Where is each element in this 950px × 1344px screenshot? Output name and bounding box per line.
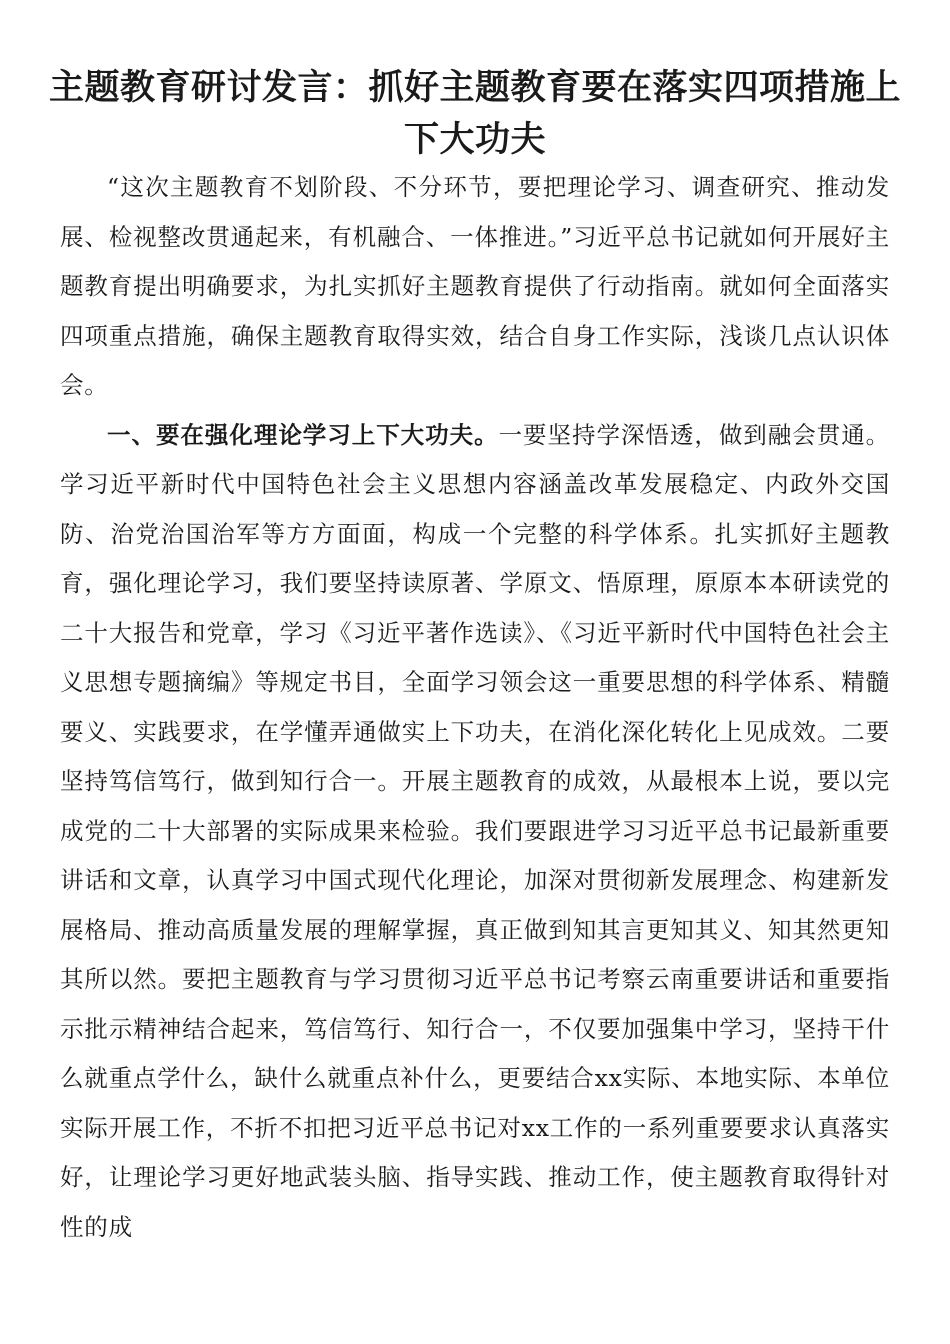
document-title: 主题教育研讨发言：抓好主题教育要在落实四项措施上下大功夫 <box>48 67 901 160</box>
document-body <box>60 163 890 1252</box>
intro-paragraph <box>60 163 890 411</box>
section-one-paragraph <box>60 411 890 1253</box>
section-one-heading: 一、要在强化理论学习上下大功夫。 <box>107 420 499 449</box>
intro-paragraph-text: “这次主题教育不划阶段、不分环节，要把理论学习、调查研究、推动发展、检视整改贯通起来，有机融合、一体推进。”习近平总书记就如何开展好主题教育提出明确要求，为扎实抓好主题教育提供了行动指南。就如何全面落实四项重点措施，确保主题教育取得实效，结合自身工作实际，浅谈几点认识体会。 <box>60 173 890 399</box>
section-one-text: 一要坚持学深悟透，做到融会贯通。学习近平新时代中国特色社会主义思想内容涵盖改革发展稳定、内政外交国防、治党治国治军等方方面面，构成一个完整的科学体系。扎实抓好主题教育，强化理论学习，我们要坚持读原著、学原文、悟原理，原原本本研读党的二十大报告和党章，学习《习近平著作选读》、《习近平新时代中国特色社会主义思想专题摘编》等规定书目，全面学习领会这一重要思想的科学体系、精髓要义、实践要求，在学懂弄通做实上下功夫，在消化深化转化上见成效。二要坚持笃信笃行，做到知行合一。开展主题教育的成效，从最根本上说，要以完成党的二十大部署的实际成果来检验。我们要跟进学习习近平总书记最新重要讲话和文章，认真学习中国式现代化理论，加深对贯彻新发展理念、构建新发展格局、推动高质量发展的理解掌握，真正做到知其言更知其义、知其然更知其所以然。要把主题教育与学习贯彻习近平总书记考察云南重要讲话和重要指示批示精神结合起来，笃信笃行、知行合一，不仅要加强集中学习，坚持干什么就重点学什么，缺什么就重点补什么，更要结合xx实际、本地实际、本单位实际开展工作，不折不扣把习近平总书记对xx工作的一系列重要要求认真落实好，让理论学习更好地武装头脑、指导实践、推动工作，使主题教育取得针对性的成 <box>60 420 891 1241</box>
